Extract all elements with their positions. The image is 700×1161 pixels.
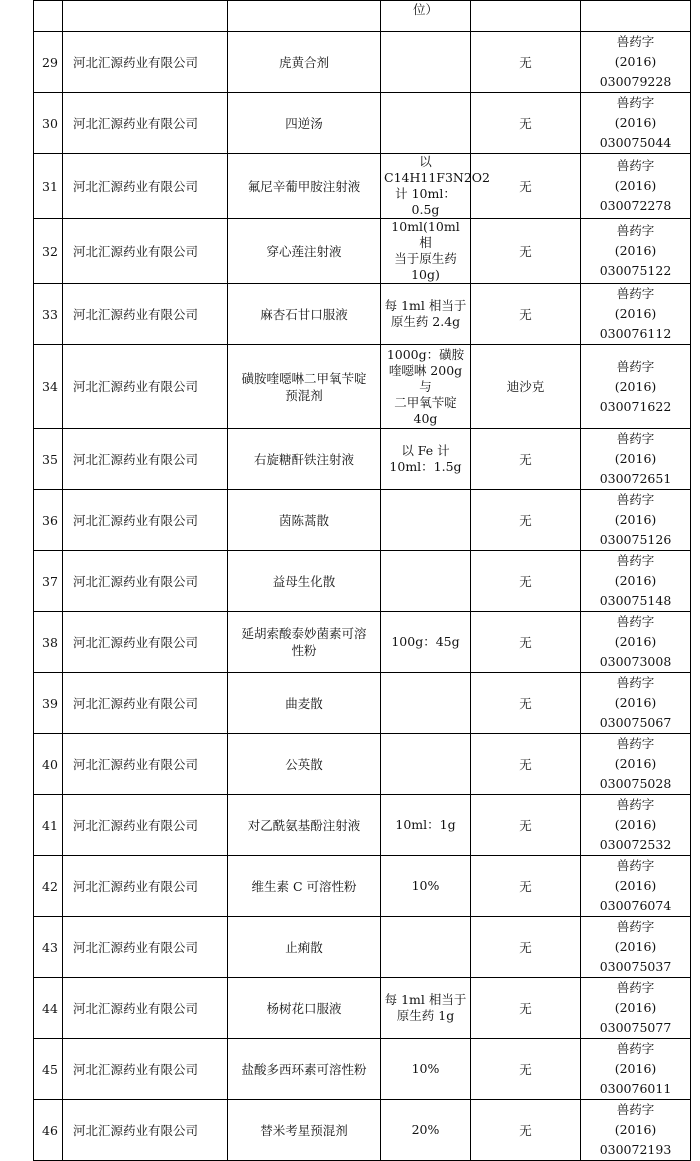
product-name [228, 32, 381, 93]
specification-line: 10% [411, 878, 440, 893]
specification-line: 40g [413, 410, 438, 426]
row-number: 41 [34, 795, 63, 856]
table-row [34, 154, 691, 219]
company-name: 河北汇源药业有限公司 [63, 1039, 228, 1100]
specification-line: 当于原生药 [394, 251, 457, 266]
approval-number-line: (2016) 030075126 [599, 512, 672, 547]
product-name-line: 虎黄合剂 [278, 54, 329, 70]
approval-number-line: 兽药字 [616, 492, 655, 507]
header-fragment-row [34, 1, 691, 32]
header-cell-empty [471, 1, 581, 32]
table-row [34, 795, 691, 856]
table-row [34, 673, 691, 734]
table-row [34, 490, 691, 551]
approval-number-line: 兽药字 [616, 34, 655, 49]
approval-number-line: 兽药字 [616, 158, 655, 173]
product-name [228, 1100, 381, 1161]
trade-name: 无 [471, 284, 581, 345]
approval-number-line: (2016) 030073008 [599, 634, 672, 669]
approval-number [581, 673, 691, 734]
approval-number-line: 兽药字 [616, 980, 655, 995]
approval-number-line: 兽药字 [616, 223, 655, 238]
company-name: 河北汇源药业有限公司 [63, 734, 228, 795]
product-name-line: 性粉 [291, 643, 317, 658]
company-name: 河北汇源药业有限公司 [63, 32, 228, 93]
company-name: 河北汇源药业有限公司 [63, 284, 228, 345]
specification-line: 1000g：磺胺 [386, 346, 465, 362]
trade-name: 无 [471, 917, 581, 978]
specification [381, 345, 471, 429]
product-name-line: 曲麦散 [285, 695, 323, 711]
product-name-line: 预混剂 [285, 387, 323, 403]
product-name [228, 284, 381, 345]
specification [381, 429, 471, 490]
product-name-line: 对乙酰氨基酚注射液 [247, 817, 361, 833]
approval-number-line: (2016) 030076074 [599, 878, 672, 913]
approval-number-line: (2016) 030075067 [599, 695, 672, 730]
approval-number-line: (2016) 030075122 [599, 243, 672, 278]
company-name: 河北汇源药业有限公司 [63, 345, 228, 429]
company-name: 河北汇源药业有限公司 [63, 154, 228, 219]
approval-number-line: 兽药字 [616, 858, 655, 873]
product-name [228, 734, 381, 795]
specification-line: 10ml(10ml 相 [391, 219, 460, 250]
approval-number [581, 1039, 691, 1100]
approval-number-line: (2016) 030075037 [599, 939, 672, 974]
row-number: 35 [34, 429, 63, 490]
trade-name: 无 [471, 93, 581, 154]
specification-line: 计 10ml：0.5g [395, 186, 456, 217]
row-number: 37 [34, 551, 63, 612]
approval-number-line: 兽药字 [616, 919, 655, 934]
header-cell-empty [34, 1, 63, 32]
product-name [228, 673, 381, 734]
row-number: 39 [34, 673, 63, 734]
trade-name: 无 [471, 856, 581, 917]
table-row [34, 1039, 691, 1100]
specification [381, 490, 471, 551]
trade-name: 无 [471, 612, 581, 673]
specification-line: 原生药 1g [396, 1008, 455, 1023]
product-name [228, 490, 381, 551]
company-name: 河北汇源药业有限公司 [63, 673, 228, 734]
approval-number-line: 兽药字 [616, 675, 655, 690]
approval-number-line: (2016) 030079228 [599, 54, 672, 89]
approval-number-line: 兽药字 [616, 797, 655, 812]
product-name [228, 154, 381, 219]
row-number: 30 [34, 93, 63, 154]
row-number: 45 [34, 1039, 63, 1100]
specification [381, 551, 471, 612]
approval-number [581, 284, 691, 345]
product-name [228, 551, 381, 612]
specification-line: 以 [419, 154, 432, 169]
company-name: 河北汇源药业有限公司 [63, 795, 228, 856]
drug-approval-table [33, 0, 691, 1161]
specification [381, 856, 471, 917]
specification [381, 1039, 471, 1100]
approval-number [581, 978, 691, 1039]
trade-name: 无 [471, 1100, 581, 1161]
row-number: 38 [34, 612, 63, 673]
specification-line: 10g) [411, 267, 440, 282]
table-row [34, 1100, 691, 1161]
approval-number-line: (2016) 030071622 [599, 378, 672, 414]
table-row [34, 284, 691, 345]
table-row [34, 93, 691, 154]
product-name-line: 四逆汤 [285, 115, 323, 131]
product-name [228, 219, 381, 284]
table-row [34, 734, 691, 795]
approval-number [581, 1100, 691, 1161]
product-name-line: 延胡索酸泰妙菌素可溶 [241, 626, 367, 641]
approval-number-line: 兽药字 [616, 736, 655, 751]
header-cell-empty [228, 1, 381, 32]
approval-number-line: 兽药字 [616, 553, 655, 568]
approval-number [581, 551, 691, 612]
table-row [34, 219, 691, 284]
row-number: 42 [34, 856, 63, 917]
product-name-line: 止痢散 [285, 939, 323, 955]
product-name-line: 盐酸多西环素可溶性粉 [241, 1061, 367, 1077]
specification [381, 154, 490, 219]
specification [381, 93, 471, 154]
table-body [34, 1, 691, 1161]
row-number: 40 [34, 734, 63, 795]
company-name: 河北汇源药业有限公司 [63, 429, 228, 490]
row-number: 34 [34, 345, 63, 429]
trade-name: 迪沙克 [471, 345, 581, 429]
trade-name: 无 [471, 32, 581, 93]
approval-number [581, 856, 691, 917]
row-number: 29 [34, 32, 63, 93]
approval-number [581, 795, 691, 856]
product-name-line: 氟尼辛葡甲胺注射液 [247, 178, 361, 194]
approval-number [581, 612, 691, 673]
specification [381, 612, 471, 673]
company-name: 河北汇源药业有限公司 [63, 917, 228, 978]
specification-line: 10% [411, 1061, 440, 1076]
specification [381, 734, 471, 795]
specification [381, 917, 471, 978]
trade-name: 无 [471, 154, 581, 219]
company-name: 河北汇源药业有限公司 [63, 93, 228, 154]
approval-number-line: (2016) 030075148 [599, 573, 672, 608]
company-name: 河北汇源药业有限公司 [63, 551, 228, 612]
product-name-line: 右旋糖酐铁注射液 [253, 451, 354, 467]
approval-number [581, 490, 691, 551]
table-row [34, 978, 691, 1039]
specification [381, 219, 471, 284]
table-row [34, 32, 691, 93]
product-name-line: 麻杏石甘口服液 [260, 306, 348, 322]
specification-line: 每 1ml 相当于 [384, 992, 467, 1007]
row-number: 36 [34, 490, 63, 551]
trade-name: 无 [471, 490, 581, 551]
company-name: 河北汇源药业有限公司 [63, 612, 228, 673]
product-name-line: 磺胺喹噁啉二甲氧苄啶 [241, 370, 367, 386]
specification [381, 673, 471, 734]
product-name [228, 345, 381, 429]
row-number: 31 [34, 154, 63, 219]
product-name [228, 795, 381, 856]
approval-number [581, 32, 691, 93]
specification-line: 二甲氧苄啶 [394, 394, 457, 410]
approval-number-line: (2016) 030072651 [599, 451, 672, 486]
product-name-line: 维生素 C 可溶性粉 [251, 878, 357, 894]
approval-number [581, 219, 691, 284]
trade-name: 无 [471, 219, 581, 284]
header-cell-spec-unit: 位） [381, 1, 471, 32]
approval-number-line: (2016) 030076112 [599, 306, 672, 341]
approval-number [581, 345, 691, 429]
approval-number-line: 兽药字 [616, 1102, 655, 1117]
approval-number [581, 154, 691, 219]
approval-number-line: 兽药字 [616, 95, 655, 110]
company-name: 河北汇源药业有限公司 [63, 1100, 228, 1161]
approval-number-line: 兽药字 [616, 614, 655, 629]
table-row [34, 429, 691, 490]
specification [381, 284, 471, 345]
specification [381, 1100, 471, 1161]
product-name [228, 856, 381, 917]
approval-number [581, 917, 691, 978]
approval-number-line: (2016) 030072278 [599, 178, 672, 213]
table-row [34, 345, 691, 429]
specification-line: 10ml：1.5g [389, 459, 462, 474]
specification-line: 100g：45g [391, 634, 460, 649]
table-row [34, 551, 691, 612]
trade-name: 无 [471, 673, 581, 734]
header-cell-empty [63, 1, 228, 32]
specification-line: 10ml：1g [395, 817, 456, 832]
trade-name: 无 [471, 1039, 581, 1100]
company-name: 河北汇源药业有限公司 [63, 978, 228, 1039]
approval-number [581, 429, 691, 490]
row-number: 44 [34, 978, 63, 1039]
approval-number-line: 兽药字 [616, 1041, 655, 1056]
table-row [34, 856, 691, 917]
product-name [228, 978, 381, 1039]
specification-line: 每 1ml 相当于 [384, 298, 467, 313]
trade-name: 无 [471, 795, 581, 856]
approval-number-line: (2016) 030072193 [599, 1122, 672, 1157]
approval-number [581, 93, 691, 154]
specification [381, 32, 471, 93]
product-name [228, 93, 381, 154]
specification [381, 795, 471, 856]
approval-number-line: 兽药字 [616, 431, 655, 446]
product-name-line: 益母生化散 [272, 573, 336, 589]
product-name-line: 公英散 [285, 756, 323, 772]
approval-number-line: (2016) 030075044 [599, 115, 672, 150]
product-name [228, 429, 381, 490]
approval-number-line: 兽药字 [616, 286, 655, 301]
trade-name: 无 [471, 978, 581, 1039]
specification [381, 978, 471, 1039]
approval-number-line: 兽药字 [616, 358, 655, 374]
table-row [34, 612, 691, 673]
header-cell-empty [581, 1, 691, 32]
row-number: 33 [34, 284, 63, 345]
company-name: 河北汇源药业有限公司 [63, 219, 228, 284]
specification-line: 20% [411, 1122, 440, 1137]
row-number: 32 [34, 219, 63, 284]
specification-line: C14H11F3N2O2 [384, 170, 490, 185]
product-name [228, 612, 381, 673]
product-name-line: 杨树花口服液 [266, 1000, 342, 1016]
approval-number [581, 734, 691, 795]
approval-number-line: (2016) 030075077 [599, 1000, 672, 1035]
approval-number-line: (2016) 030072532 [599, 817, 672, 852]
specification-line: 原生药 2.4g [390, 314, 461, 329]
approval-number-line: (2016) 030076011 [599, 1061, 672, 1096]
company-name: 河北汇源药业有限公司 [63, 856, 228, 917]
product-name-line: 替米考星预混剂 [260, 1122, 348, 1138]
specification-line: 以 Fe 计 [401, 443, 450, 458]
table-row [34, 917, 691, 978]
trade-name: 无 [471, 734, 581, 795]
product-name-line: 茵陈蒿散 [278, 512, 329, 528]
product-name-line: 穿心莲注射液 [266, 243, 342, 259]
company-name: 河北汇源药业有限公司 [63, 490, 228, 551]
approval-number-line: (2016) 030075028 [599, 756, 672, 791]
product-name [228, 917, 381, 978]
row-number: 46 [34, 1100, 63, 1161]
specification-line: 喹噁啉 200g 与 [388, 362, 463, 394]
row-number: 43 [34, 917, 63, 978]
trade-name: 无 [471, 429, 581, 490]
product-name [228, 1039, 381, 1100]
trade-name: 无 [471, 551, 581, 612]
